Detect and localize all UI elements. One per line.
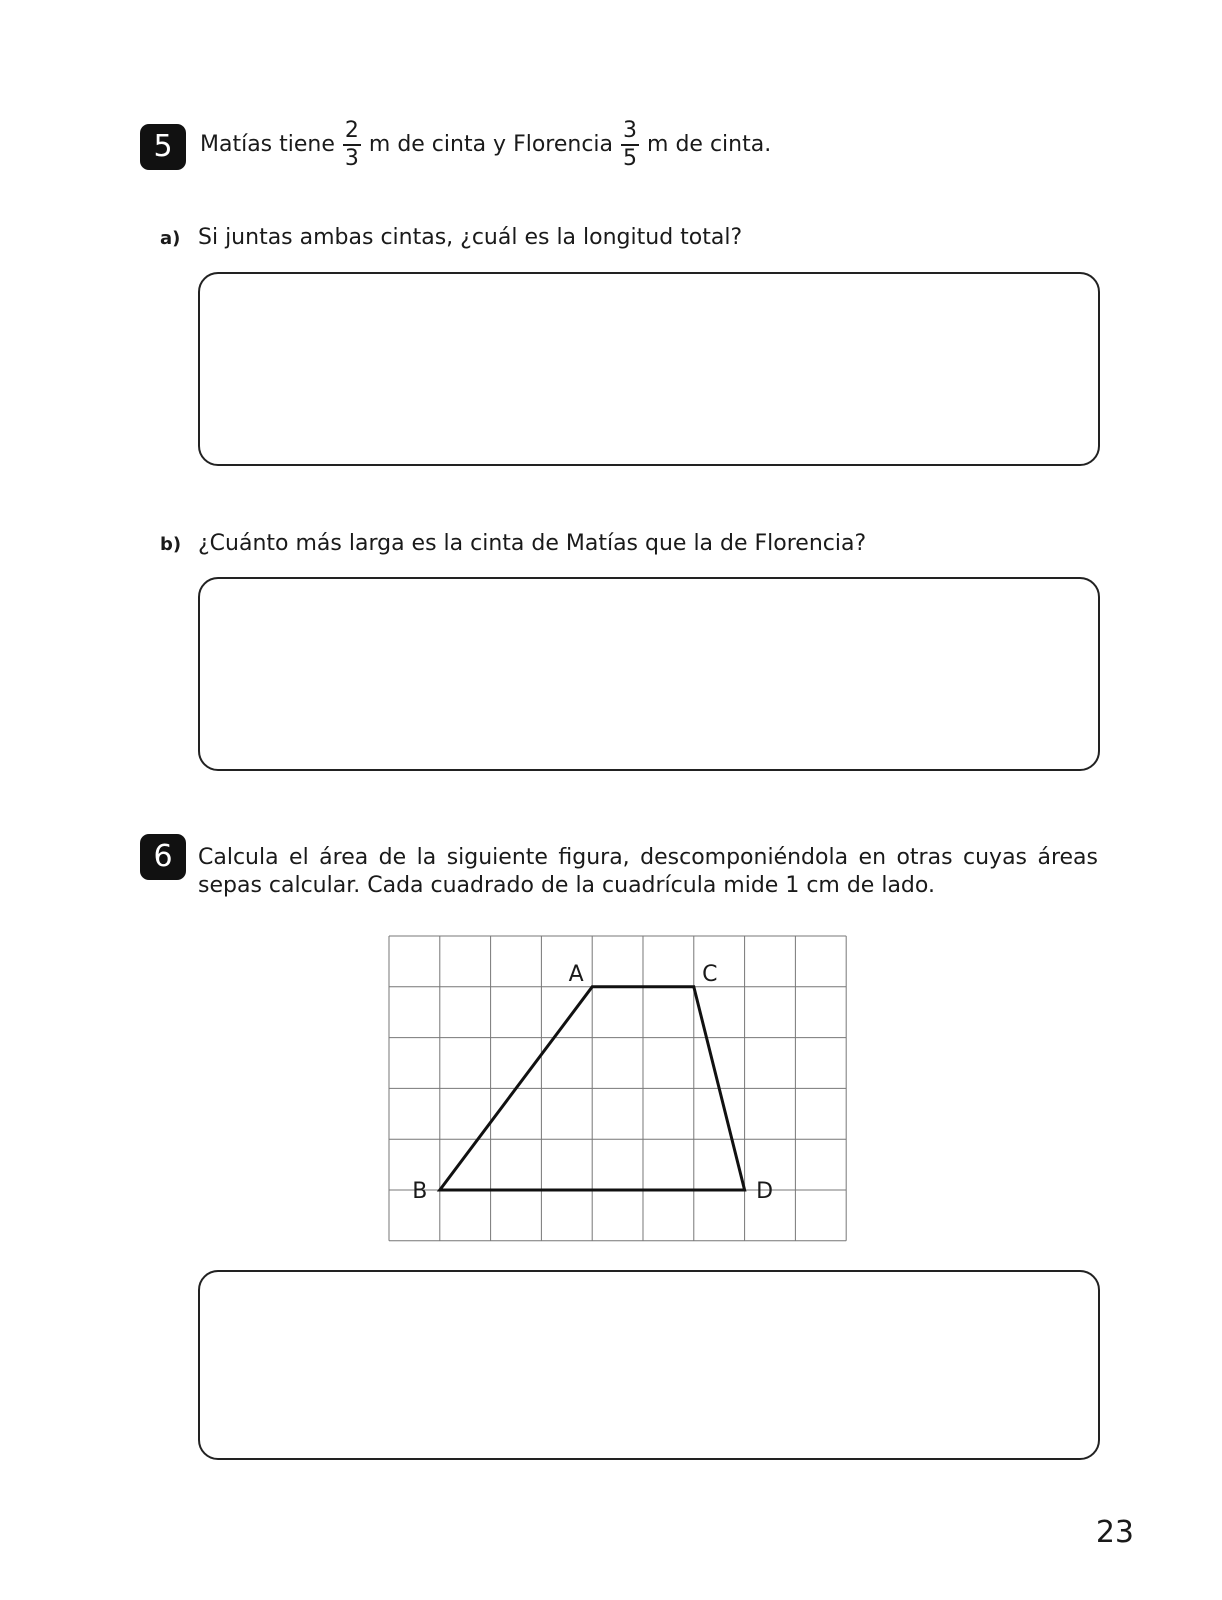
problem-5-text-3: m de cinta.	[647, 132, 772, 157]
fraction-numerator: 2	[343, 118, 361, 146]
answer-box-problem-6[interactable]	[198, 1270, 1100, 1460]
answer-box-part-a[interactable]	[198, 272, 1100, 466]
answer-box-part-b[interactable]	[198, 577, 1100, 771]
page-number: 23	[1095, 1515, 1134, 1550]
fraction-three-fifths	[621, 118, 639, 172]
part-b-label: b)	[160, 534, 182, 555]
vertex-label-d: D	[756, 1178, 774, 1204]
part-b-question: ¿Cuánto más larga es la cinta de Matías que la de Florencia?	[198, 531, 867, 556]
fraction-denominator: 5	[623, 146, 638, 171]
fraction-numerator: 3	[621, 118, 639, 146]
grid-lines	[389, 936, 846, 1241]
problem-5-text-2: m de cinta y Florencia	[368, 132, 614, 157]
fraction-denominator: 3	[344, 146, 359, 171]
problem-6-statement: Calcula el área de la siguiente figura, descomponiéndola en otras cuyas áreas sepas calcular. Cada cuadrado de la cuadrícula mide 1 cm de lado.	[198, 845, 1098, 898]
trapezoid-grid-figure	[388, 935, 847, 1242]
problem-6-number-badge: 6	[140, 834, 186, 880]
problem-5-statement	[200, 118, 771, 172]
vertex-label-a: A	[568, 961, 584, 987]
problem-5-text-1: Matías tiene	[200, 132, 335, 157]
vertex-label-b: B	[412, 1178, 428, 1204]
part-a-label: a)	[160, 228, 181, 249]
part-a-question: Si juntas ambas cintas, ¿cuál es la longitud total?	[198, 225, 743, 250]
problem-5-number-badge: 5	[140, 124, 186, 170]
fraction-two-thirds	[343, 118, 361, 172]
vertex-label-c: C	[702, 961, 718, 987]
